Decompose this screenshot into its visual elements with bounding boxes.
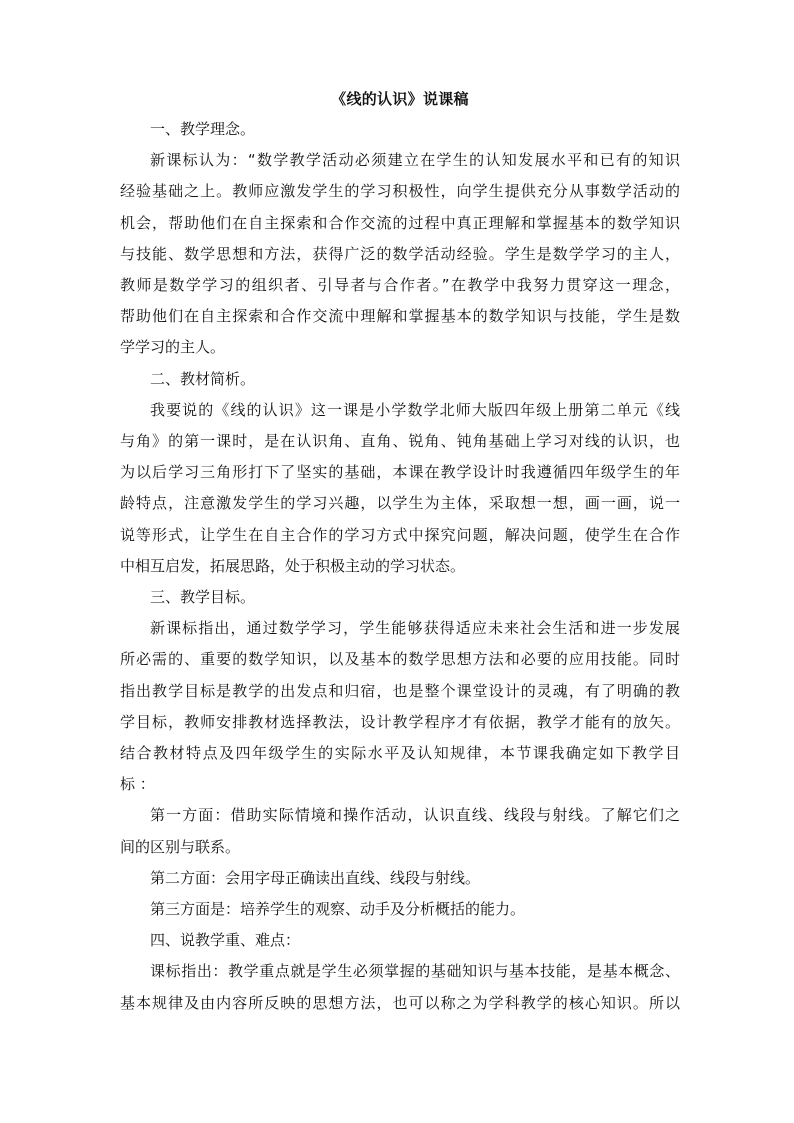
text-line: 我要说的《线的认识》这一课是小学数学北师大版四年级上册第二单元《线 <box>150 400 680 419</box>
text-line: 课标指出：教学重点就是学生必须掌握的基础知识与基本技能，是基本概念、 <box>150 962 680 981</box>
text-line: 中相互启发，拓展思路，处于积极主动的学习状态。 <box>120 556 466 575</box>
text-line: 与技能、数学思想和方法，获得广泛的数学活动经验。学生是数学学习的主人， <box>120 244 680 263</box>
text-line: 三、教学目标。 <box>150 588 256 607</box>
text-line: 二、教材简析。 <box>150 369 256 388</box>
text-line: 标 ： <box>120 775 155 794</box>
text-line: 一、教学理念。 <box>150 120 256 138</box>
text-line: 第三方面是：培养学生的观察、动手及分析概括的能力。 <box>150 900 526 919</box>
text-line: 第二方面：会用字母正确读出直线、线段与射线。 <box>150 868 481 887</box>
text-line: 新课标认为：“数学教学活动必须建立在学生的认知发展水平和已有的知识 <box>150 151 680 170</box>
text-line: 基本规律及由内容所反映的思想方法，也可以称之为学科教学的核心知识。所以 <box>120 993 680 1012</box>
document-body <box>120 114 680 1019</box>
text-line: 经验基础之上。教师应激发学生的学习积极性，向学生提供充分从事数学活动的 <box>120 182 680 201</box>
text-line: 龄特点，注意激发学生的学习兴趣，以学生为主体，采取想一想，画一画，说一 <box>120 494 680 513</box>
text-line: 所必需的、重要的数学知识，以及基本的数学思想方法和必要的应用技能。同时 <box>120 650 680 669</box>
text-line: 为以后学习三角形打下了坚实的基础，本课在教学设计时我遵循四年级学生的年 <box>120 463 680 482</box>
text-line: 说等形式，让学生在自主合作的学习方式中探究问题，解决问题，使学生在合作 <box>120 525 680 544</box>
text-line: 间的区别与联系。 <box>120 837 241 856</box>
text-line: 学目标，教师安排教材选择教法，设计教学程序才有依据，教学才能有的放矢。 <box>120 712 680 731</box>
document-page <box>120 90 680 1019</box>
text-line: 机会，帮助他们在自主探索和合作交流的过程中真正理解和掌握基本的数学知识 <box>120 213 680 232</box>
text-line: 第一方面：借助实际情境和操作活动，认识直线、线段与射线。了解它们之 <box>150 806 680 825</box>
document-title: 《线的认识》说课稿 <box>331 90 469 108</box>
text-line: 教师是数学学习的组织者、引导者与合作者。”在教学中我努力贯穿这一理念， <box>120 276 680 295</box>
text-line: 四、说教学重、难点： <box>150 931 301 950</box>
text-line: 学学习的主人。 <box>120 338 226 357</box>
text-line: 结合教材特点及四年级学生的实际水平及认知规律，本节课我确定如下教学目 <box>120 744 680 763</box>
text-line: 帮助他们在自主探索和合作交流中理解和掌握基本的数学知识与技能，学生是数 <box>120 307 680 326</box>
text-line: 与角》的第一课时，是在认识角、直角、锐角、钝角基础上学习对线的认识，也 <box>120 432 680 451</box>
text-line: 指出教学目标是教学的出发点和归宿，也是整个课堂设计的灵魂，有了明确的教 <box>120 681 680 700</box>
text-line: 新课标指出，通过数学学习，学生能够获得适应未来社会生活和进一步发展 <box>150 619 680 638</box>
